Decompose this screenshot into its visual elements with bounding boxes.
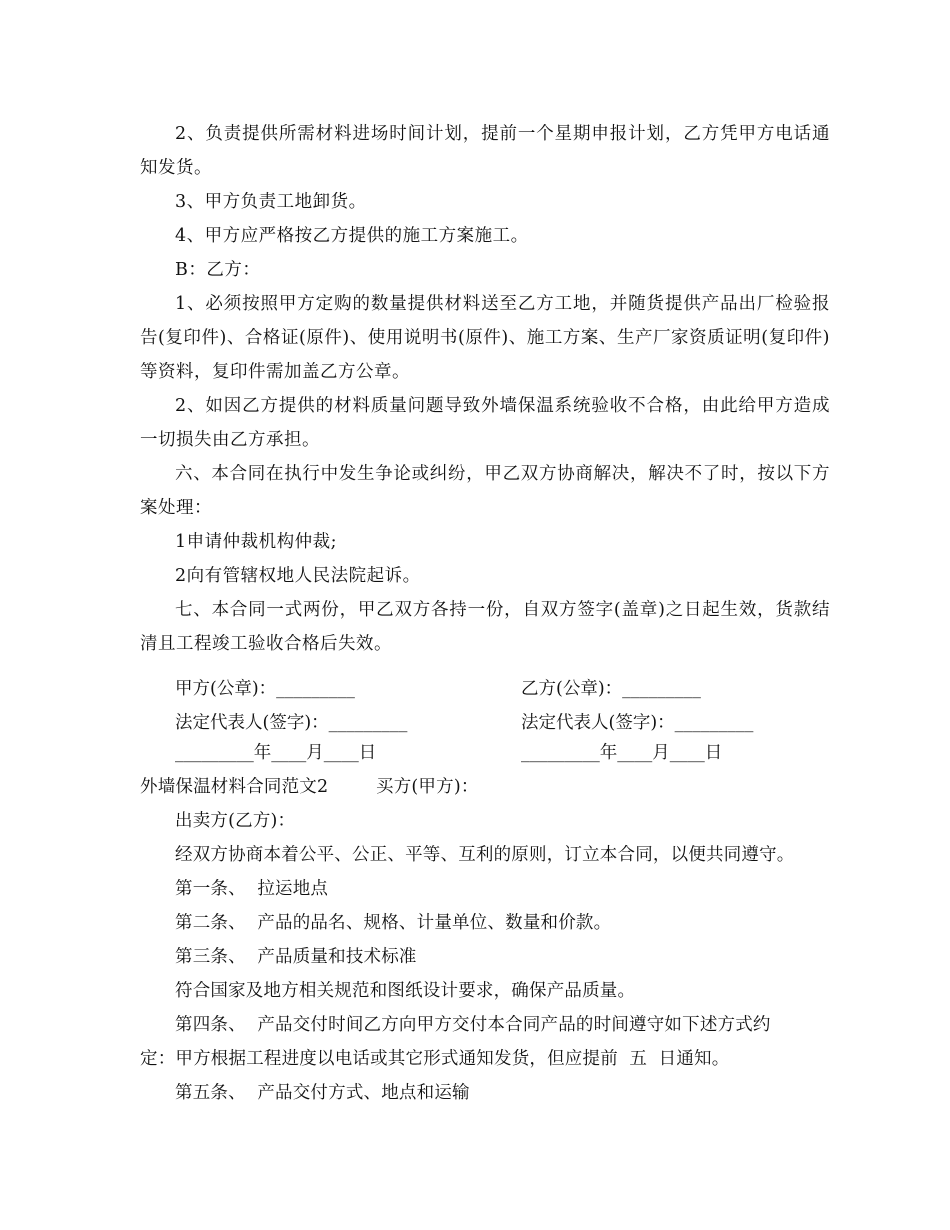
buyer-label: 买方(甲方)： xyxy=(376,777,479,797)
article-1: 第一条、 拉运地点 xyxy=(175,879,329,899)
party-b-heading: B：乙方： xyxy=(175,260,261,280)
party-a-date: _________年____月____日 xyxy=(175,743,377,763)
dispute-option-1: 1申请仲裁机构仲裁; xyxy=(175,532,338,552)
clause-a3: 3、甲方负责工地卸货。 xyxy=(175,192,367,212)
party-a-seal: 甲方(公章)：_________ xyxy=(175,679,355,699)
party-b-date: _________年____月____日 xyxy=(521,743,723,763)
article-2: 第二条、 产品的品名、规格、计量单位、数量和价款。 xyxy=(175,913,612,933)
seller-label: 出卖方(乙方)： xyxy=(175,811,296,831)
contract2-intro: 经双方协商本着公平、公正、平等、互利的原则，订立本合同，以便共同遵守。 xyxy=(175,845,795,865)
clause-a4: 4、甲方应严格按乙方提供的施工方案施工。 xyxy=(175,226,529,246)
clause-b2: 2、如因乙方提供的材料质量问题导致外墙保温系统验收不合格，由此给甲方造成一切损失由乙方承担。 xyxy=(140,396,830,450)
article-3-body: 符合国家及地方相关规范和图纸设计要求，确保产品质量。 xyxy=(175,981,636,1001)
article-5: 第五条、 产品交付方式、地点和运输 xyxy=(175,1083,470,1103)
contract2-heading: 外墙保温材料合同范文2 xyxy=(140,777,329,797)
clause-a2: 2、负责提供所需材料进场时间计划，提前一个星期申报计划，乙方凭甲方电话通知发货。 xyxy=(140,124,830,178)
party-a-representative: 法定代表人(签字)：_________ xyxy=(175,713,408,733)
article-4-line1: 第四条、 产品交付时间乙方向甲方交付本合同产品的时间遵守如下述方式约 xyxy=(175,1015,771,1035)
party-b-seal: 乙方(公章)：_________ xyxy=(521,679,701,699)
clause-b1: 1、必须按照甲方定购的数量提供材料送至乙方工地，并随货提供产品出厂检验报告(复印件)、合格证(原件)、使用说明书(原件)、施工方案、生产厂家资质证明(复印件)等资料，复印件需加盖乙方公章。 xyxy=(140,294,830,382)
clause-seven: 七、本合同一式两份，甲乙双方各持一份，自双方签字(盖章)之日起生效，货款结清且工程竣工验收合格后失效。 xyxy=(140,600,830,654)
party-b-representative: 法定代表人(签字)：_________ xyxy=(521,713,754,733)
clause-six: 六、本合同在执行中发生争论或纠纷，甲乙双方协商解决，解决不了时，按以下方案处理： xyxy=(140,464,830,518)
article-3: 第三条、 产品质量和技术标准 xyxy=(175,947,417,967)
dispute-option-2: 2向有管辖权地人民法院起诉。 xyxy=(175,566,421,586)
article-4-line2: 定：甲方根据工程进度以电话或其它形式通知发货，但应提前 五 日通知。 xyxy=(140,1049,730,1069)
